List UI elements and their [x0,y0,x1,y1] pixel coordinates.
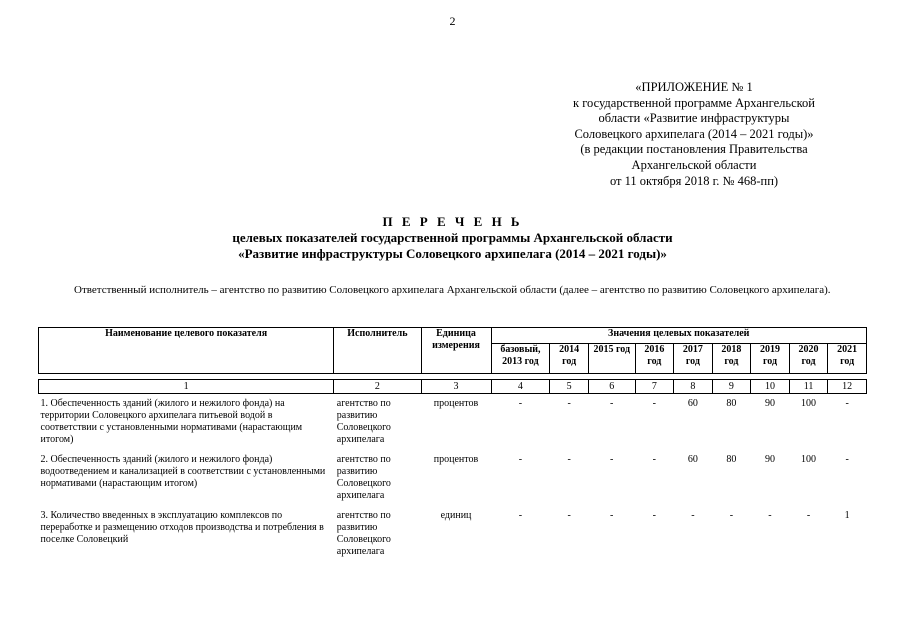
indicator-value: - [768,510,772,521]
header-year: 2014 год [550,344,589,374]
indicator-executor: агентство по развитию Соловецкого архипелага [336,510,391,557]
indicator-value: - [610,398,614,409]
indicator-value: 80 [726,454,737,465]
indicator-executor: агентство по развитию Соловецкого архипелага [336,398,391,445]
indicator-unit: единиц [440,510,472,521]
column-number: 8 [674,380,713,394]
column-number: 7 [635,380,674,394]
indicator-unit: процентов [433,398,479,409]
indicator-executor: агентство по развитию Соловецкого архипелага [336,454,391,501]
table-row [39,394,867,451]
indicator-value: - [806,510,811,521]
column-number: 11 [789,380,828,394]
column-number: 9 [712,380,751,394]
header-year: 2016 год [635,344,674,374]
appendix-line: (в редакции постановления Правительства [580,142,808,157]
intro-paragraph: Ответственный исполнитель – агентство по развитию Соловецкого архипелага Архангельской области (далее – агентство по развитию Соловецкого архипелага). [74,284,831,296]
indicator-value: - [567,510,571,521]
header-year: 2015 год [588,344,635,374]
indicator-value: - [845,398,849,409]
column-number: 4 [491,380,550,394]
header-year: 2019 год [751,344,790,374]
indicator-value: - [567,398,571,409]
indicator-name: 1. Обеспеченность зданий (жилого и нежилого фонда) на территории Соловецкого архипелага питьевой водой в соответствии с установленными нормативами (нарастающим итогом) [40,398,303,445]
indicator-value: 90 [764,454,775,465]
title-line-2: целевых показателей государственной программы Архангельской области [232,230,673,245]
column-number: 3 [421,380,491,394]
indicator-value: 60 [687,454,698,465]
header-executor: Исполнитель [334,328,421,374]
indicator-value: - [567,454,571,465]
header-name: Наименование целевого показателя [39,328,334,374]
page-number: 2 [449,14,456,28]
indicator-value: - [691,510,695,521]
indicator-value: - [652,454,656,465]
column-number-row [39,380,867,394]
appendix-line: «ПРИЛОЖЕНИЕ № 1 [635,80,753,94]
indicator-value: - [652,510,656,521]
title-line-3: «Развитие инфраструктуры Соловецкого архипелага (2014 – 2021 годы)» [238,246,667,261]
indicator-value: - [729,510,734,521]
header-year: 2018 год [712,344,751,374]
indicator-value: 1 [844,510,850,521]
indicator-value: - [652,398,656,409]
column-number: 5 [550,380,589,394]
table-row [39,450,867,506]
indicators-table [38,327,867,562]
header-year: 2020 год [789,344,828,374]
appendix-line: области «Развитие инфраструктуры [598,111,790,126]
column-number: 2 [334,380,421,394]
table-row [39,506,867,562]
indicator-value: 90 [764,398,775,409]
column-number: 1 [39,380,334,394]
indicator-value: 80 [726,398,737,409]
indicator-value: - [518,454,523,465]
appendix-line: Архангельской области [631,157,757,172]
indicator-value: 60 [687,398,698,409]
indicator-value: 100 [801,454,817,465]
header-unit: Единица измерения [421,328,491,374]
indicator-value: - [610,510,614,521]
appendix-line: к государственной программе Архангельской [573,95,815,110]
indicator-value: 100 [801,398,817,409]
header-year: 2021 год [828,344,867,374]
header-year: базовый, 2013 год [491,344,550,374]
column-number: 6 [588,380,635,394]
appendix-line: от 11 октября 2018 г. № 468-пп) [609,173,779,188]
appendix-block [534,80,854,189]
indicator-value: - [518,510,523,521]
title-line-1: П Е Р Е Ч Е Н Ь [382,214,523,229]
document-title [0,214,905,262]
indicator-unit: процентов [433,454,479,465]
appendix-line: Соловецкого архипелага (2014 – 2021 годы)» [574,126,814,141]
header-values-group: Значения целевых показателей [491,328,867,344]
column-number: 12 [828,380,867,394]
indicator-value: - [845,454,849,465]
column-number: 10 [751,380,790,394]
indicator-name: 2. Обеспеченность зданий (жилого и нежилого фонда) водоотведением и канализацией в соответствии с установленными нормативами (нарастающим итогом) [40,454,326,489]
indicator-name: 3. Количество введенных в эксплуатацию комплексов по переработке и размещению отходов производства и потребления в поселке Соловецкий [40,510,324,545]
indicator-value: - [610,454,614,465]
header-year: 2017 год [674,344,713,374]
indicator-value: - [518,398,523,409]
